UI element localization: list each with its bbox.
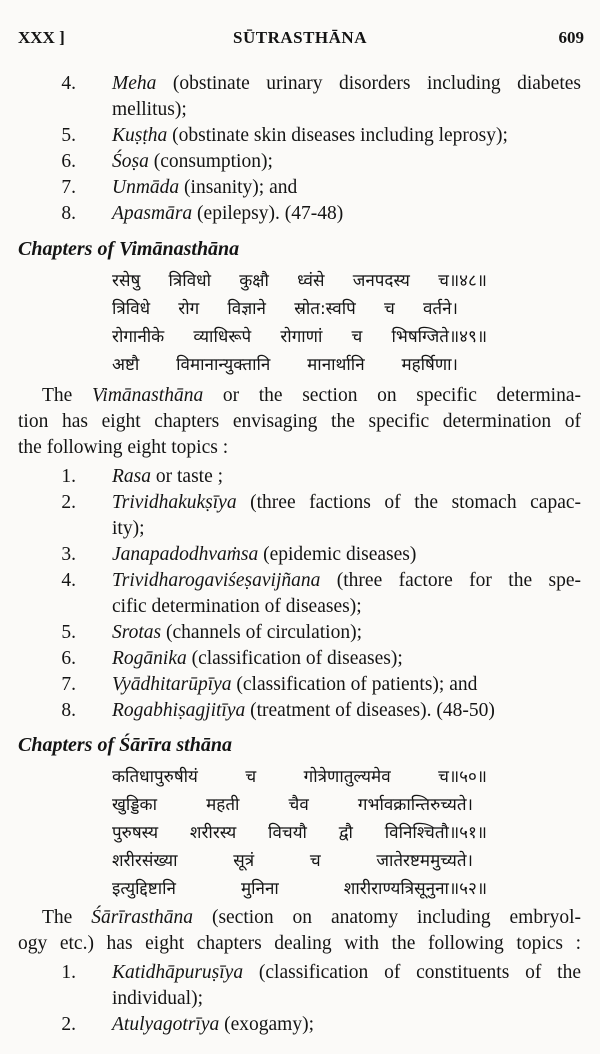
chapter-number: XXX ] [18,28,65,47]
list-item-text-cont: mellitus); [112,99,187,120]
verse-line: इत्युद्दिष्टानि मुनिना शारीराण्यत्रिसूनुना॥५२॥ [112,879,487,899]
verse-line: कतिधापुरुषीयं च गोत्रेणातुल्यमेव च॥५०॥ [112,767,487,787]
list-item-text: Trividharogaviśeṣavijñana (three factore for the spe- [112,570,581,591]
verse-line: त्रिविधे रोग विज्ञाने स्रोत:स्वपि च वर्तने। [112,299,458,319]
verse-line: अष्टौ विमानान्युक्तानि मानार्थानि महर्षिणा। [112,355,458,375]
list-item-text: Srotas (channels of circulation); [112,622,362,643]
paragraph-line: the following eight topics : [18,437,229,458]
paragraph-line: The Śārīrasthāna (section on anatomy including embryol- [42,907,581,928]
running-header [0,28,600,50]
verse-line: शरीरसंख्या सूत्रं च जातेरष्टममुच्यते। [112,851,473,871]
paragraph-line: The Vimānasthāna or the section on specific determina- [42,385,581,406]
paragraph-line: tion has eight chapters envisaging the specific determination of [18,411,581,432]
list-item-text: Rasa or taste ; [112,466,224,487]
verse-line: रोगानीके व्याधिरूपे रोगाणां च भिषग्जिते॥४९॥ [112,327,487,347]
list-item-text-cont: cific determination of diseases); [112,596,362,617]
list-item-text: Meha (obstinate urinary disorders including diabetes [112,73,581,94]
list-item-text: Rogānika (classification of diseases); [112,648,403,669]
list-item-text: Atulyagotrīya (exogamy); [112,1014,314,1035]
verse-line: रसेषु त्रिविधो कुक्षौ ध्वंसे जनपदस्य च॥४८॥ [112,271,487,291]
section-heading-vimanasthana: Chapters of Vimānasthāna [18,238,240,260]
list-item-text: Kuṣṭha (obstinate skin diseases including leprosy); [112,125,508,146]
list-item-text: Unmāda (insanity); and [112,177,298,198]
list-item-text-cont: individual); [112,988,203,1009]
section-heading-sarirasthana: Chapters of Śārīra sthāna [18,734,232,756]
page-number: 609 [558,28,584,47]
verse-line: खुड्डिका महती चैव गर्भावक्रान्तिरुच्यते। [112,795,473,815]
list-item-text: Rogabhiṣagjitīya (treatment of diseases). (48-50) [112,700,495,721]
list-item-text: Janapadodhvaṁsa (epidemic diseases) [112,544,417,565]
list-item-text: Katidhāpuruṣīya (classification of constituents of the [112,962,581,983]
list-item-text: Śoṣa (consumption); [112,151,273,172]
list-item-text-cont: ity); [112,518,145,539]
list-item-text: Apasmāra (epilepsy). (47-48) [112,203,344,224]
verse-line: पुरुषस्य शरीरस्य विचयौ द्वौ विनिश्चितौ॥५१॥ [112,823,487,843]
running-title: SŪTRASTHĀNA [233,28,367,47]
book-page: XXX ] SŪTRASTHĀNA 609 4. Meha (obstinate urinary disorders including diabetes mellitus); 5. Kuṣṭha (obstinate skin diseases including leprosy); 6. Śoṣa (consumption); 7. Unmāda (insanity); and 8. Apasmāra (epilepsy). (47-48) Chapters of Vimānasthāna रसेषु त्रिविधो कुक्षौ ध्वंसे जनपदस्य च॥४८॥ त्रिविधे रोग विज्ञाने स्रोत:स्वपि च वर्तने। रोगानीके व्याधिरूपे रोगाणां च भिषग्जिते॥४९॥ अष्टौ विमानान्युक्तानि मानार्थानि महर्षिणा। The Vimānasthāna or the section on specific determina- tion has eight chapters envisaging the specific determination of the following eight topics : 1. Rasa or taste ; 2. Trividhakukṣīya (three factions of the stomach capac- ity); 3. Janapadodhvaṁsa (epidemic diseases) 4. Trividharogaviśeṣavijñana (three factore for the spe- cific determination of diseases); 5. Srotas (channels of circulation); 6. Rogānika (classification of diseases); 7. Vyādhitarūpīya (classification of patients); and 8. Rogabhiṣagjitīya (treatment of diseases). (48-50) Chapters of Śārīra sthāna कतिधापुरुषीयं च गोत्रेणातुल्यमेव च॥५०॥ खुड्डिका महती चैव गर्भावक्रान्तिरुच्यते। पुरुषस्य शरीरस्य विचयौ द्वौ विनिश्चितौ॥५१॥ शरीरसंख्या सूत्रं च जातेरष्टममुच्यते। इत्युद्दिष्टानि मुनिना शारीराण्यत्रिसूनुना॥५२॥ The Śārīrasthāna (section on anatomy including embryol- ogy etc.) has eight chapters dealing with the following topics : 1. Katidhāpuruṣīya (classification of constituents of the individual); 2. Atulyagotrīya (exogamy); [0,0,600,1054]
list-item-text: Trividhakukṣīya (three factions of the stomach capac- [112,492,581,513]
paragraph-line: ogy etc.) has eight chapters dealing with the following topics : [18,933,581,954]
list-item-text: Vyādhitarūpīya (classification of patients); and [112,674,478,695]
